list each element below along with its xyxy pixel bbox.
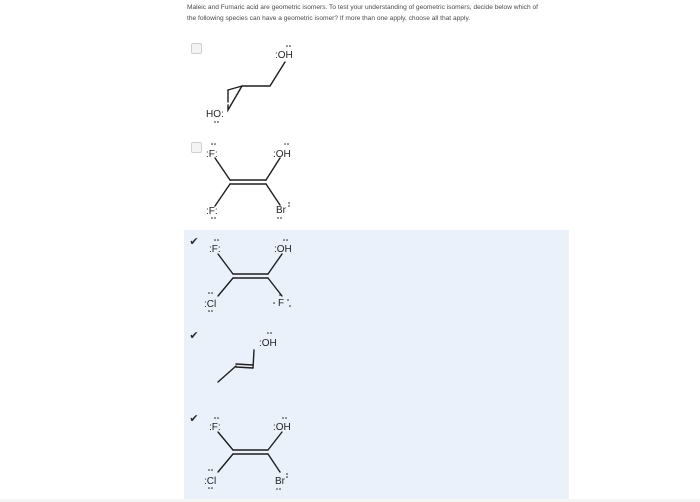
option-3-f-bottom-label: F — [278, 298, 285, 309]
option-3-cl-label: :Cl — [204, 299, 217, 310]
option-5-molecule[interactable] — [198, 414, 318, 499]
option-4-checkmark-icon[interactable]: ✔ — [189, 330, 199, 342]
option-3-f-label: :F: — [209, 244, 221, 255]
question-text — [187, 3, 587, 24]
option-2-br-label: Br — [276, 205, 286, 216]
option-1-ho-label: HO: — [206, 109, 224, 120]
option-1-molecule[interactable] — [198, 40, 318, 130]
option-4-oh-label: :OH — [259, 338, 277, 349]
option-2-molecule[interactable] — [198, 140, 318, 222]
option-2-oh-label: :OH — [273, 149, 291, 160]
option-3-oh-label: :OH — [274, 244, 292, 255]
option-5-oh-label: :OH — [273, 422, 291, 433]
option-2-f-bottom-label: :F: — [206, 206, 218, 217]
option-3-checkmark-icon[interactable]: ✔ — [189, 236, 199, 248]
option-2-f-top-label: :F: — [206, 149, 218, 160]
option-4-molecule[interactable] — [198, 330, 318, 390]
option-5-cl-label: :Cl — [204, 476, 217, 487]
question-line-1: Maleic and Fumaric acid are geometric isomers. To test your understanding of geometric isomers, decide below which of — [187, 4, 538, 11]
option-3-molecule[interactable] — [198, 236, 318, 318]
question-line-2: the following species can have a geometric isomer? If more than one apply, choose all that apply. — [187, 14, 471, 22]
option-5-f-label: :F: — [209, 422, 221, 433]
option-5-checkmark-icon[interactable]: ✔ — [189, 413, 199, 425]
option-5-br-label: Br — [275, 476, 285, 487]
option-1-oh-label: :OH — [275, 50, 293, 61]
